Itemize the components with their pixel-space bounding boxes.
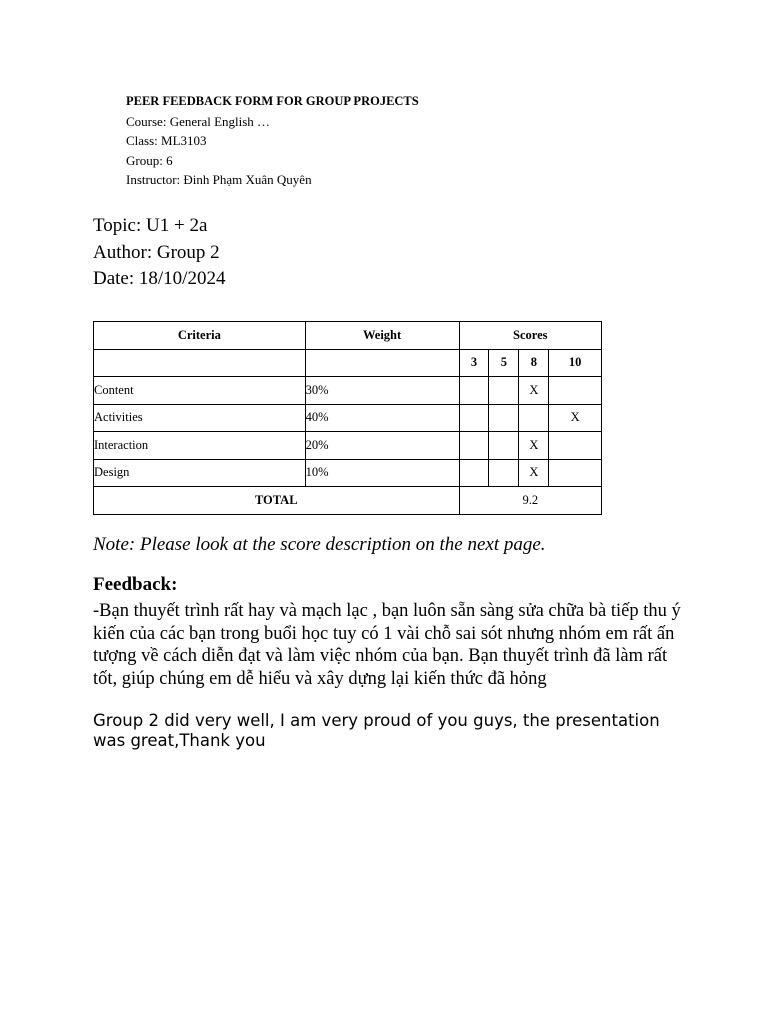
score-level: 5	[489, 349, 519, 377]
form-header	[126, 92, 419, 190]
criteria-cell: Activities	[94, 404, 306, 432]
mark-cell	[459, 377, 489, 405]
feedback-title: Feedback:	[93, 574, 178, 595]
table-row	[94, 432, 602, 460]
project-meta	[93, 213, 225, 293]
score-level: 3	[459, 349, 489, 377]
scores-header: Scores	[459, 322, 602, 350]
group-line: Group: 6	[126, 152, 173, 168]
score-note: Note: Please look at the score description on the next page.	[93, 534, 546, 555]
total-label: TOTAL	[94, 487, 460, 515]
mark-cell: X	[519, 377, 549, 405]
mark-cell	[459, 404, 489, 432]
criteria-header: Criteria	[94, 322, 306, 350]
criteria-cell: Interaction	[94, 432, 306, 460]
criteria-cell: Design	[94, 459, 306, 487]
empty-cell	[305, 349, 459, 377]
score-table	[93, 321, 602, 515]
form-title: PEER FEEDBACK FORM FOR GROUP PROJECTS	[126, 94, 419, 108]
table-row	[94, 377, 602, 405]
score-level: 10	[549, 349, 602, 377]
weight-header: Weight	[305, 322, 459, 350]
feedback-vietnamese: -Bạn thuyết trình rất hay và mạch lạc , bạn luôn sẵn sàng sửa chữa bà tiếp thu ý kiến của các bạn trong buổi học tuy có 1 vài chỗ sai sót nhưng nhóm em rất ấn tượng về cách diễn đạt và làm việc nhóm của bạn. Bạn thuyết trình đã làm rất tốt, giúp chúng em dễ hiểu và xây dựng lại kiến thức đã hỏng	[93, 601, 681, 689]
mark-cell	[549, 432, 602, 460]
mark-cell	[549, 459, 602, 487]
course-line: Course: General English …	[126, 113, 271, 129]
total-row	[94, 487, 602, 515]
feedback-english: Group 2 did very well, I am very proud of you guys, the presentation was great,Thank you	[93, 711, 660, 750]
table-header-row	[94, 322, 602, 350]
mark-cell	[489, 377, 519, 405]
mark-cell: X	[519, 459, 549, 487]
date-line: Date: 18/10/2024	[93, 268, 226, 289]
weight-cell: 10%	[305, 459, 459, 487]
criteria-cell: Content	[94, 377, 306, 405]
table-row	[94, 404, 602, 432]
instructor-line: Instructor: Đinh Phạm Xuân Quyên	[126, 172, 312, 187]
table-row	[94, 459, 602, 487]
score-level: 8	[519, 349, 549, 377]
author-line: Author: Group 2	[93, 241, 220, 263]
mark-cell: X	[519, 432, 549, 460]
mark-cell	[489, 459, 519, 487]
mark-cell	[459, 459, 489, 487]
mark-cell	[459, 432, 489, 460]
empty-cell	[94, 349, 306, 377]
score-levels-row	[94, 349, 602, 377]
total-value: 9.2	[459, 487, 602, 515]
mark-cell	[549, 377, 602, 405]
weight-cell: 20%	[305, 432, 459, 460]
weight-cell: 40%	[305, 404, 459, 432]
class-line: Class: ML3103	[126, 133, 207, 148]
mark-cell	[489, 432, 519, 460]
weight-cell: 30%	[305, 377, 459, 405]
mark-cell	[519, 404, 549, 432]
mark-cell	[489, 404, 519, 432]
topic-line: Topic: U1 + 2a	[93, 215, 208, 236]
mark-cell: X	[549, 404, 602, 432]
